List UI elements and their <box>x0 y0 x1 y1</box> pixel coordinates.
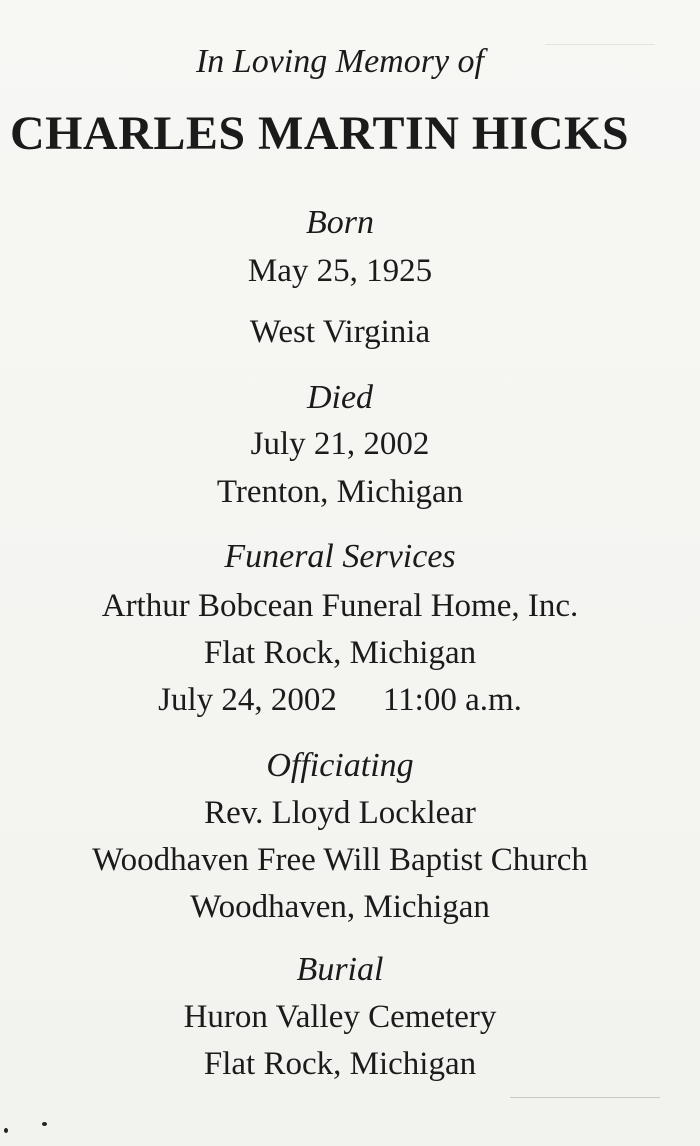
funeral-home: Arthur Bobcean Funeral Home, Inc. <box>101 588 579 624</box>
born-place: West Virginia <box>249 314 431 350</box>
burial-place: Flat Rock, Michigan <box>203 1046 477 1082</box>
deceased-name: CHARLES MARTIN HICKS <box>10 110 630 158</box>
died-heading: Died <box>306 379 374 416</box>
officiating-place: Woodhaven, Michigan <box>190 889 490 925</box>
funeral-date: July 24, 2002 <box>158 682 337 718</box>
died-place: Trenton, Michigan <box>216 474 464 510</box>
funeral-place: Flat Rock, Michigan <box>203 635 477 671</box>
born-heading: Born <box>306 204 374 241</box>
died-date: July 21, 2002 <box>250 426 430 462</box>
officiating-church: Woodhaven Free Will Baptist Church <box>92 842 588 878</box>
burial-heading: Burial <box>296 951 384 988</box>
scan-speck <box>42 1122 47 1126</box>
funeral-heading: Funeral Services <box>224 538 456 575</box>
officiating-heading: Officiating <box>266 747 414 784</box>
funeral-datetime <box>0 684 680 717</box>
burial-cemetery: Huron Valley Cemetery <box>183 999 497 1035</box>
intro-text: In Loving Memory of <box>195 43 484 80</box>
scan-mark-bottom <box>510 1097 660 1098</box>
born-date: May 25, 1925 <box>247 253 433 289</box>
officiating-minister: Rev. Lloyd Locklear <box>204 795 476 831</box>
scan-speck <box>4 1128 8 1133</box>
funeral-time: 11:00 a.m. <box>382 682 522 718</box>
